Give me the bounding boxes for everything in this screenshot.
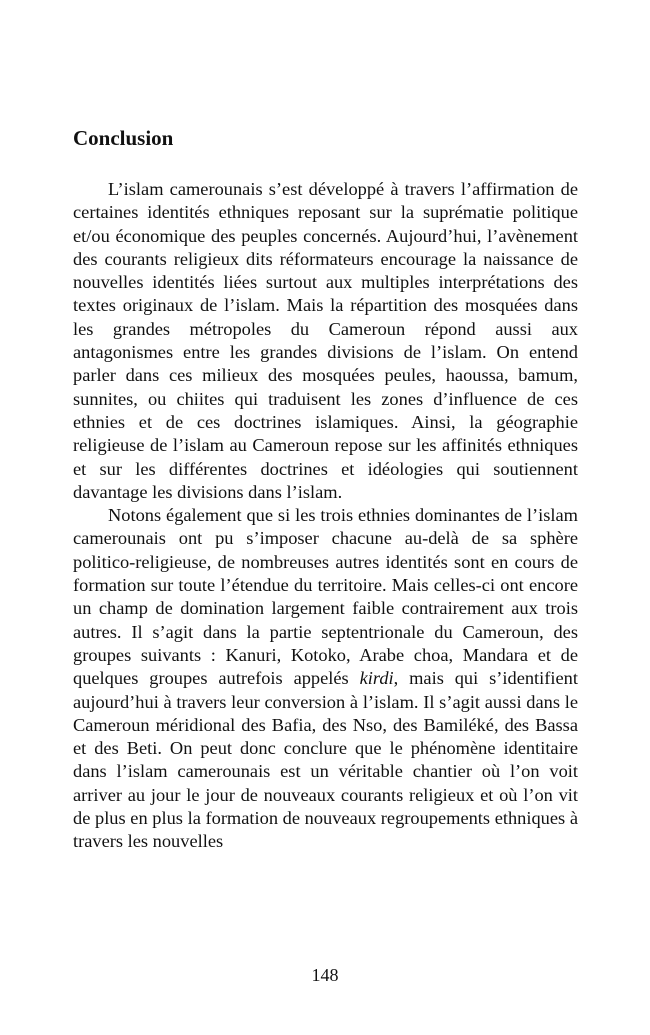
paragraph-2-part-2: , mais qui s’identifient aujourd’hui à travers leur conversion à l’islam. Il s’agit aussi dans le Cameroun méridional des Bafia, des Nso, des Bamiléké, des Bassa et des Beti. On peut donc conclure que le phénomène identitaire dans l’islam camerounais est un véritable chantier où l’on voit arriver au jour le jour de nouveaux courants religieux et où l’on vit de plus en plus la formation de nouveaux regroupements ethniques à travers les nouvelles xyxy=(73,668,578,852)
section-heading: Conclusion xyxy=(73,126,174,150)
body-text xyxy=(73,178,578,854)
paragraph-2-part-1: Notons également que si les trois ethnies dominantes de l’islam camerounais ont pu s’imposer chacune au-delà de sa sphère politico-religieuse, de nombreuses autres identités sont en cours de formation sur toute l’étendue du territoire. Mais celles-ci ont encore un champ de domination largement faible contrairement aux trois autres. Il s’agit dans la partie septentrionale du Cameroun, des groupes suivants : Kanuri, Kotoko, Arabe choa, Mandara et de quelques groupes autrefois appelés xyxy=(73,505,578,689)
paragraph-1: L’islam camerounais s’est développé à travers l’affirmation de certaines identités ethniques reposant sur la suprématie politique et/ou économique des peuples concernés. Aujourd’hui, l’avènement des courants religieux dits réformateurs encourage la naissance de nouvelles identités liées surtout aux multiples interprétations des textes originaux de l’islam. Mais la répartition des mosquées dans les grandes métropoles du Cameroun répond aussi aux antagonismes entre les grandes divisions de l’islam. On entend parler dans ces milieux des mosquées peules, haoussa, bamum, sunnites, ou chiites qui traduisent les zones d’influence de ces ethnies et de ces doctrines islamiques. Ainsi, la géographie religieuse de l’islam au Cameroun repose sur les affinités ethniques et sur les différentes doctrines et idéologies qui soutiennent davantage les divisions dans l’islam. xyxy=(73,179,578,502)
paragraph-2 xyxy=(73,504,578,853)
page-number: 148 xyxy=(311,965,339,985)
italic-term: kirdi xyxy=(359,668,394,689)
